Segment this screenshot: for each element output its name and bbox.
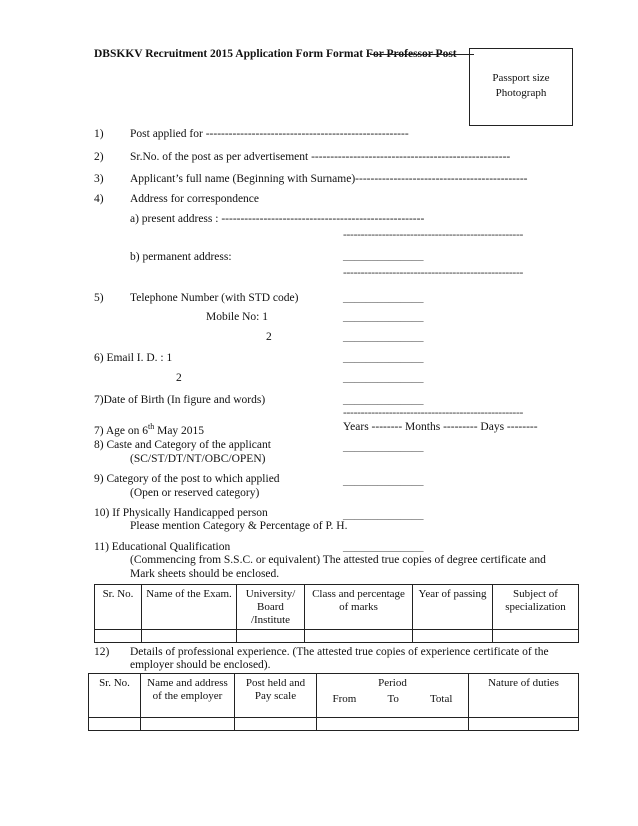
table-cell[interactable] [493,630,579,643]
exp-period-subheaders [317,693,468,706]
edu-header-university: University/ Board /Institute [237,585,305,630]
edu-header-sr-no: Sr. No. [95,585,142,630]
exp-header-total: Total [429,693,453,705]
table-cell[interactable] [469,718,579,731]
experience-table [88,673,579,731]
permanent-address-fill-short: ______________ [343,250,424,262]
mobile-1-fill: ______________ [343,311,424,323]
item-10-physically-handicapped: 10) If Physically Handicapped person [94,507,268,519]
exp-header-period-label: Period [378,677,407,689]
exp-header-from: From [332,693,357,705]
dob-fill-line: --------------------------------------------------- [343,407,524,419]
permanent-address-fill-line: --------------------------------------------------- [343,267,524,279]
table-row [89,718,579,731]
item-11-instruction-line1: (Commencing from S.S.C. or equivalent) The attested true copies of degree certificate and [130,554,546,566]
table-cell[interactable] [413,630,493,643]
item-4a-present-address: a) present address : ----------------------------------------------------- [130,213,425,225]
item-5-telephone: Telephone Number (with STD code) [130,292,299,304]
passport-photo-box [469,48,573,126]
item-5-number: 5) [94,292,104,304]
caste-category-fill: ______________ [343,441,424,453]
present-address-fill-line: --------------------------------------------------- [343,229,524,241]
item-7-date-of-birth: 7)Date of Birth (In figure and words) [94,394,266,406]
edu-header-class-percentage: Class and percentage of marks [305,585,413,630]
exp-header-employer: Name and address of the employer [141,674,235,718]
page-title: DBSKKV Recruitment 2015 Application Form Format For Professor Post [94,48,457,60]
dob-fill: ______________ [343,394,424,406]
education-fill: ______________ [343,541,424,553]
email-2-label: 2 [176,372,182,384]
exp-header-duties: Nature of duties [469,674,579,718]
item-12-number: 12) [94,646,110,658]
item-6-email: 6) Email I. D. : 1 [94,352,173,364]
mobile-no-2-label: 2 [266,331,272,343]
post-category-fill: ______________ [343,475,424,487]
item-1-number: 1) [94,128,104,140]
table-cell[interactable] [142,630,237,643]
table-cell[interactable] [317,718,469,731]
exp-header-period [317,674,469,718]
item-8-caste-category: 8) Caste and Category of the applicant [94,439,271,451]
item-2-post-sr-no: Sr.No. of the post as per advertisement ---------------------------------------------------- [130,151,511,163]
item-2-number: 2) [94,151,104,163]
experience-table-header-row [89,674,579,718]
exp-header-to: To [387,693,399,705]
age-superscript: th [147,422,155,431]
table-cell[interactable] [89,718,141,731]
item-9-post-category: 9) Category of the post to which applied [94,473,280,485]
mobile-2-fill: ______________ [343,331,424,343]
photo-label-line2: Photograph [495,87,547,99]
item-8-category-options: (SC/ST/DT/NT/OBC/OPEN) [130,453,266,465]
item-1-post-applied: Post applied for ----------------------------------------------------- [130,128,409,140]
item-3-number: 3) [94,173,104,185]
edu-header-subject: Subject of specialization [493,585,579,630]
item-12-experience-line2: employer should be enclosed). [130,659,271,671]
item-9-category-hint: (Open or reserved category) [130,487,260,499]
photo-label-line1: Passport size [492,72,550,84]
title-underline [370,54,474,55]
table-cell[interactable] [237,630,305,643]
item-11-educational-qualification: 11) Educational Qualification [94,541,231,553]
item-4-number: 4) [94,193,104,205]
item-11-instruction-line2: Mark sheets should be enclosed. [130,568,280,580]
email-2-fill: ______________ [343,372,424,384]
table-cell[interactable] [305,630,413,643]
edu-header-exam: Name of the Exam. [142,585,237,630]
item-4-address-heading: Address for correspondence [130,193,260,205]
edu-header-year: Year of passing [413,585,493,630]
table-cell[interactable] [141,718,235,731]
item-7-age [94,420,204,438]
ph-fill: ______________ [343,509,424,521]
age-label-rest: May 2015 [154,424,205,437]
item-12-experience-line1: Details of professional experience. (The attested true copies of experience certificate of the [130,646,549,658]
table-row [95,630,579,643]
age-label: 7) Age on 6 [94,424,148,437]
item-4b-permanent-address: b) permanent address: [130,251,232,263]
education-table [94,584,579,643]
exp-header-post-pay: Post held and Pay scale [235,674,317,718]
item-3-full-name: Applicant’s full name (Beginning with Surname)--------------------------------------------- [130,173,528,185]
age-years-months-days: Years -------- Months --------- Days -------- [343,421,538,433]
table-cell[interactable] [235,718,317,731]
email-1-fill: ______________ [343,352,424,364]
education-table-header-row [95,585,579,630]
table-cell[interactable] [95,630,142,643]
telephone-fill: ______________ [343,292,424,304]
exp-header-sr-no: Sr. No. [89,674,141,718]
item-10-ph-hint: Please mention Category & Percentage of P. H. [130,520,348,532]
mobile-no-1-label: Mobile No: 1 [206,311,268,323]
